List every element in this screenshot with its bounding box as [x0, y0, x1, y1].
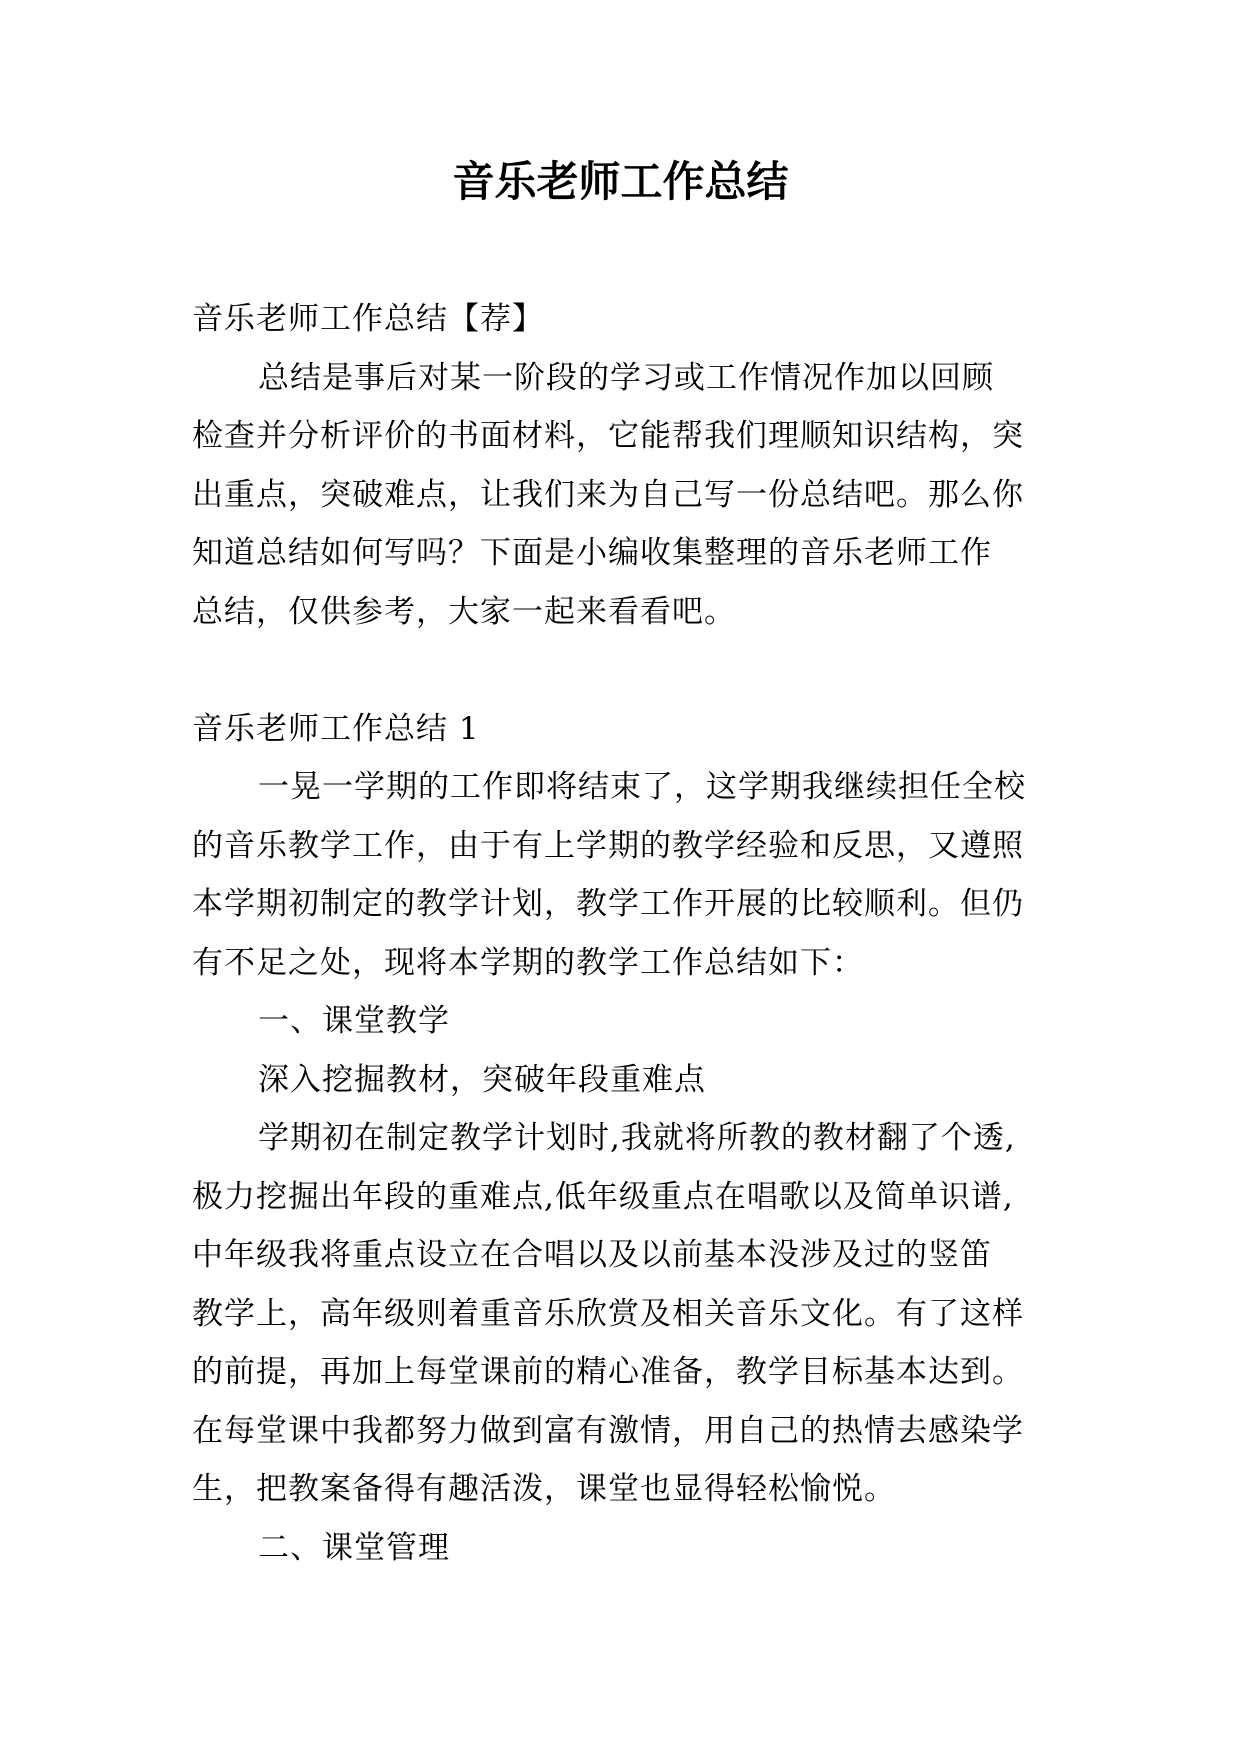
document-title: 音乐老师工作总结: [452, 157, 789, 206]
section-heading-classroom-teaching: 一、课堂教学: [258, 1003, 450, 1039]
paragraph-line: 学期初在制定教学计划时,我就将所教的教材翻了个透,: [258, 1120, 1016, 1156]
paragraph-line: 极力挖掘出年段的重难点,低年级重点在唱歌以及简单识谱,: [192, 1178, 1014, 1215]
document-subtitle: 音乐老师工作总结【荐】: [192, 301, 544, 337]
section-heading-classroom-management: 二、课堂管理: [258, 1529, 450, 1566]
intro-line: 出重点，突破难点，让我们来为自己写一份总结吧。那么你: [192, 476, 1024, 513]
paragraph-line: 的音乐教学工作，由于有上学期的教学经验和反思，又遵照: [192, 827, 1024, 864]
document-body: [192, 290, 1052, 1577]
paragraph-line: 生，把教案备得有趣活泼，课堂也显得轻松愉悦。: [192, 1471, 896, 1507]
paragraph-line: 的前提，再加上每堂课前的精心准备，教学目标基本达到。: [192, 1354, 1024, 1390]
intro-line: 检查并分析评价的书面材料，它能帮我们理顺知识结构，突: [192, 418, 1024, 454]
intro-paragraph: [192, 349, 1052, 642]
intro-line: 知道总结如何写吗？下面是小编收集整理的音乐老师工作: [192, 535, 992, 571]
blank-line: [192, 641, 1052, 700]
intro-line: 总结是事后对某一阶段的学习或工作情况作加以回顾: [258, 359, 994, 396]
subheading-textbook: 深入挖掘教材，突破年段重难点: [258, 1061, 706, 1098]
intro-line: 总结，仅供参考，大家一起来看看吧。: [192, 593, 736, 630]
paragraph-line: 在每堂课中我都努力做到富有激情，用自己的热情去感染学: [192, 1412, 1024, 1449]
section-title: 音乐老师工作总结 1: [192, 710, 480, 747]
section1-paragraph: [192, 758, 1052, 992]
paragraph-line: 有不足之处，现将本学期的教学工作总结如下：: [192, 944, 864, 981]
paragraph-line: 教学上，高年级则着重音乐欣赏及相关音乐文化。有了这样: [192, 1295, 1024, 1332]
teaching-paragraph: [192, 1109, 1052, 1519]
paragraph-line: 本学期初制定的教学计划，教学工作开展的比较顺利。但仍: [192, 886, 1024, 922]
paragraph-line: 一晃一学期的工作即将结束了，这学期我继续担任全校: [258, 769, 1026, 805]
paragraph-line: 中年级我将重点设立在合唱以及以前基本没涉及过的竖笛: [192, 1237, 992, 1273]
